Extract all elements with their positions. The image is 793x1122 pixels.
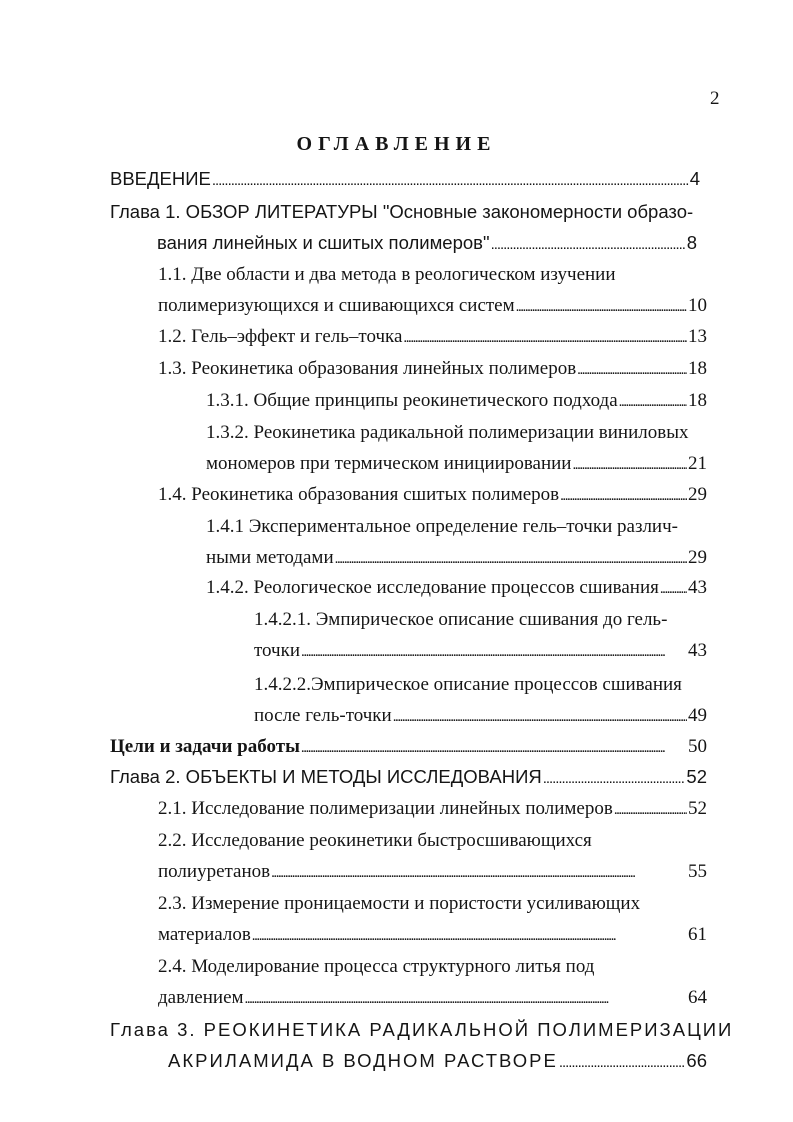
toc-entry-text: 1.3. Реокинетика образования линейных полимеров xyxy=(158,358,577,379)
toc-section-1-4 xyxy=(158,482,707,508)
toc-entry-text: 1.4.2. Реологическое исследование процессов сшивания xyxy=(206,577,659,598)
toc-section-1-4-2-2 xyxy=(254,703,707,729)
toc-section-1-4-2-1-line1: 1.4.2.1. Эмпирическое описание сшивания до гель- xyxy=(254,609,668,630)
toc-page: 13 xyxy=(688,326,707,347)
toc-section-1-2 xyxy=(158,324,707,350)
toc-entry-text: Цели и задачи работы xyxy=(110,736,300,757)
toc-page: 50 xyxy=(688,736,707,757)
toc-section-2-2 xyxy=(158,859,707,885)
toc-page: 66 xyxy=(686,1050,707,1071)
toc-chapter-3-line1: Глава 3. РЕОКИНЕТИКА РАДИКАЛЬНОЙ ПОЛИМЕРИЗАЦИИ xyxy=(110,1019,734,1040)
toc-entry-text: полимеризующихся и сшивающихся систем xyxy=(158,295,515,316)
toc-page: 64 xyxy=(688,987,707,1008)
toc-section-2-4 xyxy=(158,985,707,1011)
toc-entry-text: 2.1. Исследование полимеризации линейных полимеров xyxy=(158,798,613,819)
toc-section-2-3-line1: 2.3. Измерение проницаемости и пористости усиливающих xyxy=(158,893,641,914)
toc-section-1-4-2-2-line1: 1.4.2.2.Эмпирическое описание процессов сшивания xyxy=(254,674,682,695)
toc-page: 43 xyxy=(688,640,707,661)
toc-section-1-3 xyxy=(158,356,707,382)
toc-page: 21 xyxy=(688,453,707,474)
toc-page: 18 xyxy=(688,358,707,379)
toc-entry-text: материалов xyxy=(158,924,251,945)
toc-chapter-2 xyxy=(110,764,707,790)
toc-section-1-3-2-line1: 1.3.2. Реокинетика радикальной полимеризации виниловых xyxy=(206,422,689,443)
toc-section-2-2-line1: 2.2. Исследование реокинетики быстросшивающихся xyxy=(158,830,592,851)
toc-entry-text: давлением xyxy=(158,987,244,1008)
toc-section-1-1-line1: 1.1. Две области и два метода в реологическом изучении xyxy=(158,264,616,285)
toc-entry-text: 1.2. Гель–эффект и гель–точка xyxy=(158,326,403,347)
toc-page: 52 xyxy=(688,798,707,819)
toc-page: 49 xyxy=(688,705,707,726)
toc-section-1-4-1 xyxy=(206,545,707,571)
toc-section-2-3 xyxy=(158,922,707,948)
toc-entry-text: полиуретанов xyxy=(158,861,271,882)
toc-entry-text: 1.4. Реокинетика образования сшитых полимеров xyxy=(158,484,560,505)
toc-entry-text: 1.3.1. Общие принципы реокинетического подхода xyxy=(206,390,618,411)
toc-section-1-3-1 xyxy=(206,388,707,414)
page-number: 2 xyxy=(710,88,720,109)
toc-page: 29 xyxy=(688,547,707,568)
toc-section-1-1 xyxy=(158,293,707,319)
toc-page: 55 xyxy=(688,861,707,882)
toc-entry-text: АКРИЛАМИДА В ВОДНОМ РАСТВОРЕ xyxy=(168,1050,558,1071)
toc-entry-text: мономеров при термическом инициировании xyxy=(206,453,572,474)
toc-entry-text: вания линейных и сшитых полимеров" xyxy=(157,232,490,253)
toc-section-1-3-2 xyxy=(206,451,707,477)
toc-entry-goals xyxy=(110,734,707,760)
toc-page: 10 xyxy=(688,295,707,316)
toc-entry-text: точки xyxy=(254,640,301,661)
toc-page: 4 xyxy=(689,168,700,189)
toc-page: 43 xyxy=(688,577,707,598)
toc-section-1-4-2 xyxy=(206,575,707,601)
toc-section-1-4-1-line1: 1.4.1 Экспериментальное определение гель–точки различ- xyxy=(206,516,678,537)
toc-page: 8 xyxy=(686,232,697,253)
toc-entry-text: ВВЕДЕНИЕ xyxy=(110,168,211,189)
toc-page: 29 xyxy=(688,484,707,505)
toc-entry-intro xyxy=(110,166,700,192)
toc-chapter-1-line1: Глава 1. ОБЗОР ЛИТЕРАТУРЫ "Основные закономерности образо- xyxy=(110,201,694,222)
toc-entry-text: Глава 2. ОБЪЕКТЫ И МЕТОДЫ ИССЛЕДОВАНИЯ xyxy=(110,766,542,787)
toc-title: ОГЛАВЛЕНИЕ xyxy=(296,133,497,155)
toc-page: 52 xyxy=(686,766,707,787)
toc-chapter-3 xyxy=(168,1048,707,1074)
toc-section-2-4-line1: 2.4. Моделирование процесса структурного литья под xyxy=(158,956,595,977)
toc-entry-text: ными методами xyxy=(206,547,334,568)
toc-page: 61 xyxy=(688,924,707,945)
toc-chapter-1 xyxy=(157,230,697,256)
toc-entry-text: после гель-точки xyxy=(254,705,392,726)
toc-page: 18 xyxy=(688,390,707,411)
toc-section-1-4-2-1 xyxy=(254,638,707,664)
toc-section-2-1 xyxy=(158,796,707,822)
